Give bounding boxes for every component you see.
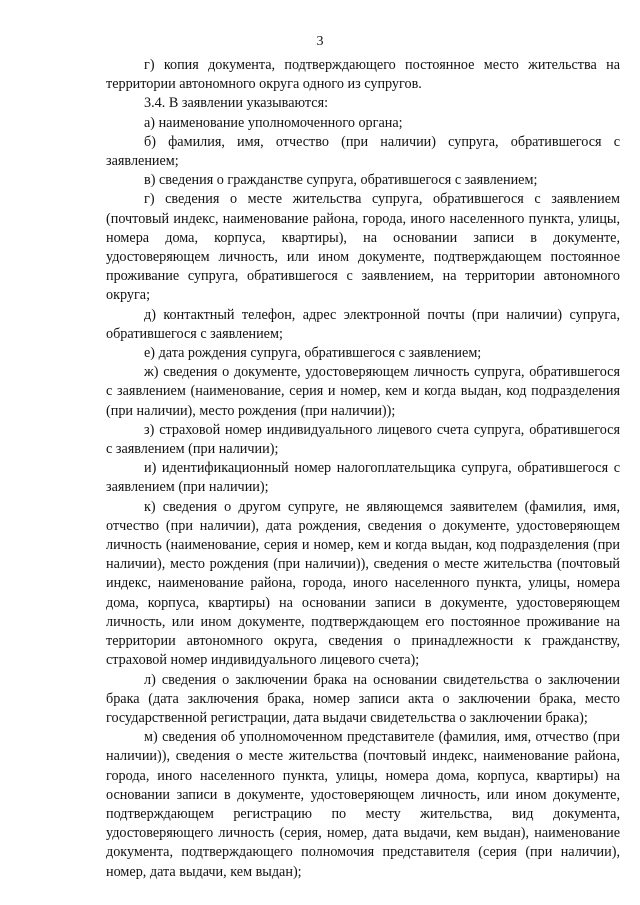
document-body	[106, 56, 620, 882]
list-item-v: в) сведения о гражданстве супруга, обратившегося с заявлением;	[144, 172, 538, 189]
list-item-k: к) сведения о другом супруге, не являющемся заявителем (фамилия, имя, отчество (при наличии), дата рождения, сведения о документе, удостоверяющем личность (наименование, серия и номер, кем и когда выдан, код подразделения (при наличии), место рождения (при наличии)), сведения о месте жительства (почтовый индекс, наименование района, города, иного населенного пункта, улицы, номера дома, корпуса, квартиры) на основании записи в документе, удостоверяющем личность, или ином документе, подтверждающем его постоянное проживание на территории автономного округа, сведения о принадлежности к гражданству, страховой номер индивидуального лицевого счета);	[106, 498, 620, 669]
list-item-e: е) дата рождения супруга, обратившегося с заявлением;	[144, 345, 482, 362]
list-item-m: м) сведения об уполномоченном представителе (фамилия, имя, отчество (при наличии)), сведения о месте жительства (почтовый индекс, наименование района, города, иного населенного пункта, улицы, номера дома, корпуса, квартиры) на основании записи в документе, удостоверяющем личность, или ином документе, подтверждающем регистрацию по месту жительства, вид документа, удостоверяющего личность (серия, номер, дата выдачи, кем выдан), наименование документа, подтверждающего полномочия представителя (серия (при наличии), номер, дата выдачи, кем выдан);	[106, 729, 620, 880]
list-item-b: б) фамилия, имя, отчество (при наличии) супруга, обратившегося с заявлением;	[106, 133, 620, 170]
list-item-d: д) контактный телефон, адрес электронной почты (при наличии) супруга, обратившегося с заявлением;	[106, 306, 620, 342]
page-number: 3	[316, 34, 324, 49]
list-item-zh: ж) сведения о документе, удостоверяющем личность супруга, обратившегося с заявлением (наименование, серия и номер, кем и когда выдан, код подразделения (при наличии), место рождения (при наличии));	[106, 364, 620, 419]
list-item-a: а) наименование уполномоченного органа;	[144, 114, 403, 131]
paragraph-g-residence-copy: г) копия документа, подтверждающего постоянное место жительства на территории автономного округа одного из супругов.	[106, 57, 620, 93]
list-item-i: и) идентификационный номер налогоплательщика супруга, обратившегося с заявлением (при наличии);	[106, 460, 620, 496]
list-item-l: л) сведения о заключении брака на основании свидетельства о заключении брака (дата заключения брака, номер записи акта о заключении брака, место государственной регистрации, дата выдачи свидетельства о заключении брака);	[106, 671, 620, 726]
paragraph-section-3-4: 3.4. В заявлении указываются:	[144, 95, 329, 112]
list-item-z: з) страховой номер индивидуального лицевого счета супруга, обратившегося с заявлением (при наличии);	[106, 421, 620, 458]
list-item-g: г) сведения о месте жительства супруга, обратившегося с заявлением (почтовый индекс, наименование района, города, иного населенного пункта, улицы, номера дома, корпуса, квартиры), на основании записи в документе, удостоверяющем личность, или ином документе, подтверждающем постоянное проживание супруга, обратившегося с заявлением, на территории автономного округа;	[106, 191, 620, 304]
